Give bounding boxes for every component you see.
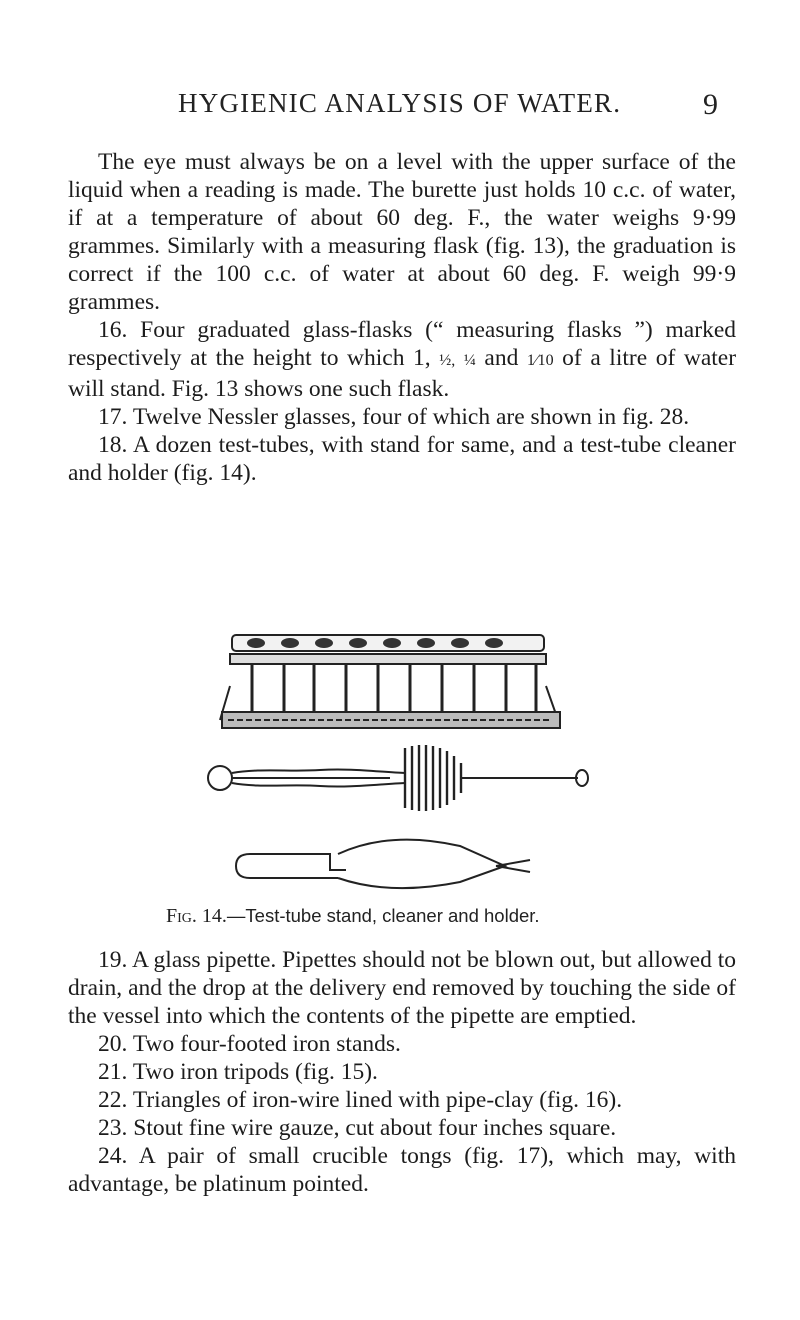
paragraph-24: 24. A pair of small crucible tongs (fig. 17), which may, with advantage, be platinum pointed. <box>68 1143 736 1197</box>
paragraph-16-tail: of a litre of water will stand. Fig. 13 shows one such flask. <box>68 345 737 402</box>
paragraph-16-lead: 16. Four graduated glass-flasks (“ measuring flasks ”) marked respectively at the height to which 1, <box>68 317 736 371</box>
paragraph-16-mid: and <box>484 345 519 371</box>
page-number: 9 <box>703 88 718 121</box>
paragraph-18: 18. A dozen test-tubes, with stand for same, and a test-tube cleaner and holder (fig. 14). <box>68 432 736 486</box>
test-tube-holder <box>236 840 530 889</box>
test-tube-stand-illustration <box>190 630 590 900</box>
test-tube-stand <box>220 635 560 728</box>
fraction-quarter: ¼ <box>463 352 476 369</box>
paragraph-20: 20. Two four-footed iron stands. <box>98 1031 401 1057</box>
paragraph-21: 21. Two iron tripods (fig. 15). <box>98 1059 378 1085</box>
paragraph-19: 19. A glass pipette. Pipettes should not be blown out, but allowed to drain, and the drop at the delivery end removed by touching the side of the vessel into which the contents of the pipette are emptied. <box>68 947 736 1029</box>
text-block-top <box>68 148 736 487</box>
fraction-half: ½, <box>439 352 456 369</box>
paragraph-17: 17. Twelve Nessler glasses, four of which are shown in fig. 28. <box>98 404 690 430</box>
paragraph-16 <box>68 316 736 403</box>
page-header <box>0 88 800 128</box>
paragraph-22: 22. Triangles of iron-wire lined with pipe-clay (fig. 16). <box>98 1087 623 1113</box>
figure-caption-text: —Test-tube stand, cleaner and holder. <box>226 905 540 926</box>
running-title: HYGIENIC ANALYSIS OF WATER. <box>178 88 622 118</box>
figure-label: Fig. 14. <box>166 905 227 927</box>
text-block-bottom <box>68 946 736 1198</box>
paragraph-burette: The eye must always be on a level with the upper surface of the liquid when a reading is made. The burette just holds 10 c.c. of water, if at a temperature of about 60 deg. F., the water weighs 9·99 grammes. Similarly with a measuring flask (fig. 13), the graduation is correct if the 100 c.c. of water at about 60 deg. F. weigh 99·9 grammes. <box>68 149 736 315</box>
test-tube-cleaner <box>208 745 588 811</box>
paragraph-23: 23. Stout fine wire gauze, cut about four inches square. <box>98 1115 617 1141</box>
fraction-tenth: 1⁄10 <box>526 352 554 369</box>
figure-caption <box>166 905 666 928</box>
